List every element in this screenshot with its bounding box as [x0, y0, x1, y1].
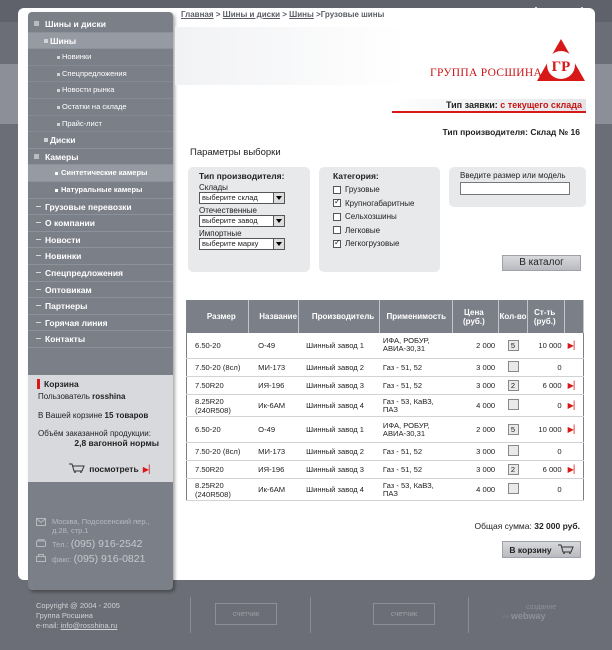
cart-view-link[interactable]: посмотреть ▶▏ — [69, 463, 155, 475]
table-row: 7.50R20 ИЯ-196 Шинный завод 3 Газ - 51, 52 3 000 2 6 000 ▶▏ — [187, 377, 584, 395]
mail-icon[interactable] — [553, 6, 565, 18]
counter-2[interactable]: счетчик — [373, 603, 435, 625]
params-title: Параметры выборки — [190, 147, 281, 158]
quantity-input[interactable] — [508, 361, 519, 372]
category-option[interactable]: Грузовые — [333, 183, 426, 197]
checkbox[interactable] — [333, 240, 341, 248]
total-sum-value: 32 000 руб. — [534, 521, 580, 531]
sidebar-menu — [28, 16, 173, 348]
checkbox[interactable] — [333, 199, 341, 207]
warehouse-select[interactable]: выберите склад — [199, 192, 285, 204]
logo-mark-icon[interactable] — [536, 38, 586, 82]
webway-logo[interactable]: создание 〰 webway — [502, 604, 557, 621]
category-option[interactable]: Сельхозшины — [333, 210, 426, 224]
phone-icon — [36, 539, 46, 547]
add-to-cart-button[interactable]: В корзину — [502, 541, 581, 558]
sidebar-item-novelties[interactable]: Новинки — [28, 248, 173, 265]
size-panel: Введите размер или модель — [449, 167, 586, 207]
category-option[interactable]: ✓ Крупногабаритные — [333, 197, 426, 211]
table-row: 7.50-20 (8сл) МИ-173 Шинный завод 2 Газ - 51, 52 3 000 0 — [187, 359, 584, 377]
sidebar-item-price-list[interactable]: Прайс-лист — [28, 116, 173, 133]
quantity-input[interactable]: 5 — [508, 424, 519, 435]
table-header: Размер Название Производитель Применимость Цена (руб.) Кол-во Ст-ть (руб.) — [187, 301, 584, 333]
cart-volume-value: 2,8 вагонной нормы — [74, 438, 159, 448]
cart-items: В Вашей корзине 15 товаров — [38, 411, 149, 420]
contacts — [36, 517, 166, 568]
footer-email-link[interactable]: info@rosshina.ru — [60, 621, 118, 630]
sidebar-item-market-news[interactable]: Новости рынка — [28, 82, 173, 99]
table-row: 8.25R20 (240R508) Ик-6АМ Шинный завод 4 Газ - 53, КаВЗ, ПАЗ 4 000 0 — [187, 479, 584, 501]
sidebar-item-about[interactable]: О компании — [28, 215, 173, 232]
sidebar-item-contacts[interactable]: Контакты — [28, 331, 173, 348]
producer-panel: Тип производителя: Склады выберите склад Отечественные выберите завод Импортные выберите марку — [188, 167, 310, 272]
add-to-cart-icon[interactable]: ▶▏ — [567, 425, 580, 434]
table-row: 7.50-20 (8сл) МИ-173 Шинный завод 2 Газ - 51, 52 3 000 0 — [187, 443, 584, 461]
request-type-bar: Тип заявки: с текущего склада — [392, 99, 586, 113]
sitemap-icon[interactable] — [576, 6, 588, 18]
add-to-cart-icon[interactable]: ▶▏ — [567, 340, 580, 350]
envelope-icon — [36, 518, 46, 526]
cart-volume: Объём заказанной продукции: 2,8 вагонной нормы — [38, 429, 163, 448]
quantity-input[interactable] — [508, 399, 519, 410]
webway-icon: 〰 — [502, 614, 511, 621]
sidebar-item-freight[interactable]: Грузовые перевозки — [28, 199, 173, 216]
breadcrumb-home[interactable]: Главная — [181, 10, 214, 19]
sidebar-item-hotline[interactable]: Горячая линия — [28, 315, 173, 332]
table-row: 7.50R20 ИЯ-196 Шинный завод 3 Газ - 51, 52 3 000 2 6 000 ▶▏ — [187, 461, 584, 479]
add-to-cart-icon[interactable]: ▶▏ — [567, 465, 580, 474]
category-option[interactable]: ✓ Легкогрузовые — [333, 237, 426, 251]
breadcrumb-current: Грузовые шины — [320, 10, 385, 19]
cart-title: Корзина — [37, 379, 163, 389]
sidebar-item-natural-tubes[interactable]: Натуральные камеры — [28, 182, 173, 199]
category-option[interactable]: Легковые — [333, 224, 426, 238]
logo-mark-letters: ГР — [551, 59, 571, 75]
producer-type-info: Тип производителя: Склад № 16 — [442, 127, 580, 137]
arrow-right-icon: ▶▏ — [142, 464, 155, 474]
top-icons — [530, 6, 588, 18]
contact-address: Москва, Подсосенский пер., д.28, стр.1 — [36, 517, 166, 535]
sidebar-item-partners[interactable]: Партнеры — [28, 298, 173, 315]
checkbox[interactable] — [333, 213, 341, 221]
category-panel: Категория: Грузовые ✓ Крупногабаритные Сельхозшины Легковые ✓ Легкогрузовые — [319, 167, 440, 272]
cart-icon — [558, 544, 574, 556]
quantity-input[interactable]: 2 — [508, 380, 519, 391]
table-row: 6.50-20 О-49 Шинный завод 1 ИФА, РОБУР, АВИА-30,31 2 000 5 10 000 ▶▏ — [187, 417, 584, 443]
breadcrumb-tyres[interactable]: Шины — [289, 10, 314, 19]
quantity-input[interactable] — [508, 483, 519, 494]
sidebar-item-new[interactable]: Новинки — [28, 49, 173, 66]
chevron-down-icon[interactable] — [273, 239, 284, 249]
sidebar-item-discs[interactable]: Диски — [28, 132, 173, 149]
quantity-input[interactable]: 2 — [508, 464, 519, 475]
table-row: 6.50-20 О-49 Шинный завод 1 ИФА, РОБУР, АВИА-30,31 2 000 5 10 000 ▶▏ — [187, 333, 584, 359]
catalog-button[interactable]: В каталог — [502, 255, 581, 271]
add-to-cart-icon[interactable]: ▶▏ — [567, 381, 580, 390]
sidebar-item-stock[interactable]: Остатки на складе — [28, 99, 173, 116]
contact-tel: Тел.: (095) 916-2542 — [36, 538, 166, 550]
sidebar — [28, 12, 173, 590]
logo-text: ГРУППА РОСШИНА — [430, 67, 543, 79]
chevron-down-icon[interactable] — [273, 216, 284, 226]
footer-divider — [310, 597, 311, 633]
cart-username: rosshina — [92, 392, 126, 401]
add-to-cart-icon[interactable]: ▶▏ — [567, 401, 580, 410]
sidebar-item-tubes[interactable]: Камеры — [28, 149, 173, 166]
sidebar-item-special-offers[interactable]: Спецпредложения — [28, 66, 173, 83]
request-type-value[interactable]: с текущего склада — [500, 100, 582, 110]
footer-divider — [468, 597, 469, 633]
size-search-input[interactable] — [460, 182, 570, 195]
sidebar-item-offers[interactable]: Спецпредложения — [28, 265, 173, 282]
cart-items-count: 15 товаров — [104, 411, 149, 420]
sidebar-item-news[interactable]: Новости — [28, 232, 173, 249]
sidebar-item-wholesale[interactable]: Оптовикам — [28, 282, 173, 299]
home-icon[interactable] — [530, 6, 542, 18]
breadcrumb: Главная > Шины и диски > Шины >Грузовые шины — [181, 10, 385, 19]
cart-icon — [69, 463, 85, 475]
footer-copyright: Copyright @ 2004 - 2005 Группа Росшина e-mail: info@rosshina.ru — [36, 601, 120, 630]
contact-fax: факс: (095) 916-0821 — [36, 553, 166, 565]
chevron-down-icon[interactable] — [273, 193, 284, 203]
quantity-input[interactable] — [508, 445, 519, 456]
cart-box — [28, 375, 173, 482]
sidebar-item-synthetic-tubes[interactable]: Синтетические камеры — [28, 165, 173, 182]
brand-select[interactable]: выберите марку — [199, 238, 285, 250]
footer-divider — [190, 597, 191, 633]
factory-select[interactable]: выберите завод — [199, 215, 285, 227]
sidebar-item-tyres[interactable]: Шины — [28, 33, 173, 50]
sidebar-item-tires-discs[interactable]: Шины и диски — [28, 16, 173, 33]
checkbox[interactable] — [333, 186, 341, 194]
breadcrumb-tires-discs[interactable]: Шины и диски — [222, 10, 281, 19]
quantity-input[interactable]: 5 — [508, 340, 519, 351]
cart-user: Пользователь rosshina — [38, 392, 126, 401]
counter-1[interactable]: счетчик — [215, 603, 277, 625]
products-table — [186, 300, 584, 501]
table-row: 8.25R20 (240R508) Ик-6АМ Шинный завод 4 Газ - 53, КаВЗ, ПАЗ 4 000 0 ▶▏ — [187, 395, 584, 417]
checkbox[interactable] — [333, 226, 341, 234]
total-sum: Общая сумма: 32 000 руб. — [474, 521, 580, 531]
fax-icon — [36, 554, 46, 562]
